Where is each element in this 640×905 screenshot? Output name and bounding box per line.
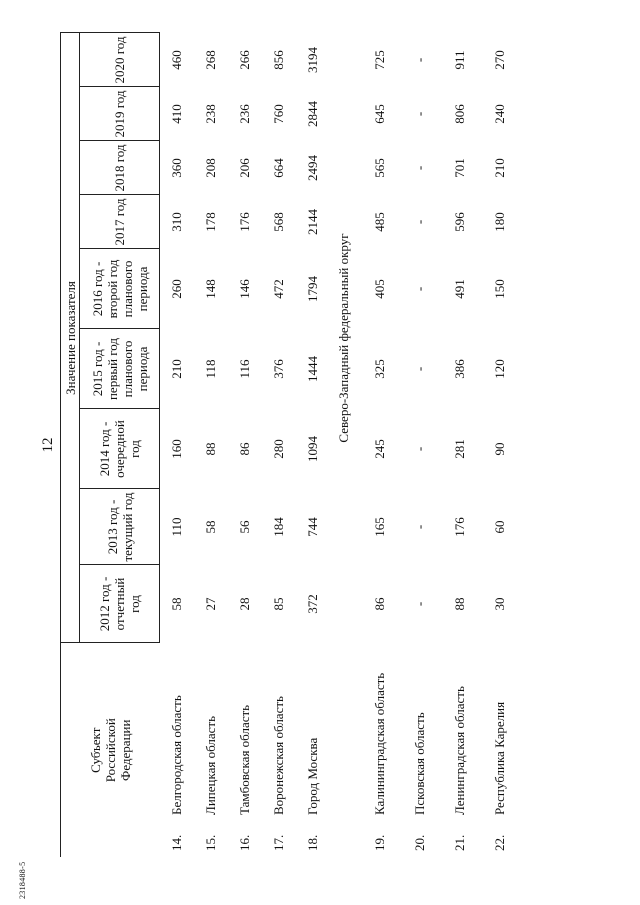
value-cell: 701 — [452, 158, 467, 178]
subject-header-label: Субъект Российской Федерации — [87, 718, 133, 783]
value-cell: 210 — [169, 359, 185, 379]
year-header-2019: 2019 год — [80, 87, 160, 141]
value-cell: 58 — [203, 520, 218, 534]
value-cell: - — [412, 524, 427, 530]
region-name: Калининградская область — [372, 672, 387, 815]
value-cell: 236 — [237, 104, 252, 124]
indicator-group-header: Значение показателя — [61, 33, 80, 643]
value-cell: 405 — [372, 279, 387, 299]
value-cell: 664 — [271, 158, 286, 178]
value-cell: 806 — [452, 104, 467, 124]
value-cell: 116 — [237, 359, 252, 379]
value-cell: 86 — [237, 442, 252, 456]
value-cell: 2844 — [305, 101, 320, 127]
table-row — [194, 33, 228, 857]
value-cell: 280 — [271, 439, 286, 459]
region-name: Псковская область — [412, 712, 427, 815]
year-header-2018: 2018 год — [80, 141, 160, 195]
value-cell: 210 — [492, 158, 507, 178]
value-cell: 146 — [237, 279, 252, 299]
value-cell: 206 — [237, 158, 252, 178]
value-cell: 1794 — [305, 276, 320, 302]
value-cell: - — [412, 165, 427, 171]
value-cell: 88 — [203, 442, 218, 456]
value-cell: 184 — [271, 517, 286, 537]
region-name: Ленинградская область — [452, 686, 467, 815]
table-row — [160, 33, 194, 857]
value-cell: 372 — [305, 594, 320, 614]
district-row — [330, 33, 358, 857]
row-number: 16. — [237, 834, 252, 851]
value-cell: 310 — [169, 212, 185, 232]
year-header-2017: 2017 год — [80, 195, 160, 249]
value-cell: 645 — [372, 104, 387, 124]
value-cell: - — [412, 57, 427, 63]
value-cell: 110 — [169, 517, 185, 537]
table-row — [438, 33, 482, 857]
row-number: 22. — [492, 834, 507, 851]
value-cell: 245 — [372, 439, 387, 459]
table-row — [228, 33, 262, 857]
value-cell: 180 — [492, 212, 507, 232]
value-cell: 911 — [452, 50, 467, 70]
value-cell: 176 — [237, 212, 252, 232]
value-cell: 485 — [372, 212, 387, 232]
value-cell: 60 — [492, 520, 507, 534]
value-cell: 760 — [271, 104, 286, 124]
value-cell: 325 — [372, 359, 387, 379]
value-cell: 460 — [169, 50, 185, 70]
row-number: 14. — [169, 834, 184, 851]
row-number: 18. — [305, 834, 320, 851]
value-cell: 260 — [169, 279, 185, 299]
value-cell: 88 — [452, 597, 467, 611]
subject-header — [61, 643, 160, 857]
year-header-2014: 2014 год - очередной год — [80, 409, 160, 489]
value-cell: 596 — [452, 212, 467, 232]
value-cell: - — [412, 446, 427, 452]
year-header-2015: 2015 год - первый год планового периода — [80, 329, 160, 409]
table-body-district — [330, 33, 358, 857]
district-label: Северо-Западный федеральный округ — [336, 233, 351, 443]
value-cell: 2144 — [305, 209, 320, 235]
value-cell: 28 — [237, 597, 252, 611]
value-cell: 268 — [203, 50, 218, 70]
region-name: Белгородская область — [169, 695, 184, 815]
region-name: Липецкая область — [203, 715, 218, 815]
value-cell: - — [412, 601, 427, 607]
region-name: Воронежская область — [271, 696, 286, 815]
table-row — [482, 33, 518, 857]
table-body-northwest — [358, 33, 518, 857]
table-row — [296, 33, 330, 857]
table-row — [262, 33, 296, 857]
value-cell: 120 — [492, 359, 507, 379]
header-row-group — [61, 33, 80, 857]
value-cell: - — [412, 286, 427, 292]
value-cell: 270 — [492, 50, 507, 70]
region-name: Республика Карелия — [492, 701, 507, 815]
year-header-2013: 2013 год - текущий год — [80, 489, 160, 565]
value-cell: 491 — [452, 279, 467, 299]
value-cell: 1094 — [305, 436, 320, 462]
value-cell: - — [412, 111, 427, 117]
value-cell: 118 — [203, 359, 218, 379]
indicator-table — [60, 33, 518, 858]
value-cell: 176 — [452, 517, 467, 537]
value-cell: 376 — [271, 359, 286, 379]
value-cell: 27 — [203, 597, 218, 611]
row-number: 19. — [372, 834, 387, 851]
table-row — [358, 33, 402, 857]
value-cell: 360 — [169, 158, 185, 178]
value-cell: 58 — [169, 597, 185, 611]
year-header-2020: 2020 год — [80, 33, 160, 87]
value-cell: 238 — [203, 104, 218, 124]
row-number: 17. — [271, 834, 286, 851]
value-cell: - — [412, 219, 427, 225]
value-cell: 240 — [492, 104, 507, 124]
region-name: Город Москва — [305, 737, 320, 815]
value-cell: 90 — [492, 442, 507, 456]
value-cell: 1444 — [305, 356, 320, 382]
value-cell: 150 — [492, 279, 507, 299]
row-number: 21. — [452, 834, 467, 851]
value-cell: 266 — [237, 50, 252, 70]
table-body-central — [160, 33, 330, 857]
table-row — [402, 33, 438, 857]
page-number: 12 — [40, 437, 56, 453]
value-cell: 281 — [452, 439, 467, 459]
value-cell: 386 — [452, 359, 467, 379]
value-cell: 178 — [203, 212, 218, 232]
value-cell: - — [412, 366, 427, 372]
value-cell: 744 — [305, 517, 320, 537]
value-cell: 148 — [203, 279, 218, 299]
value-cell: 725 — [372, 50, 387, 70]
row-number: 15. — [203, 834, 218, 851]
value-cell: 56 — [237, 520, 252, 534]
value-cell: 565 — [372, 158, 387, 178]
value-cell: 2494 — [305, 155, 320, 181]
value-cell: 86 — [372, 597, 387, 611]
value-cell: 85 — [271, 597, 286, 611]
row-number: 20. — [412, 834, 427, 851]
value-cell: 856 — [271, 50, 286, 70]
value-cell: 160 — [169, 439, 185, 459]
value-cell: 410 — [169, 104, 185, 124]
value-cell: 568 — [271, 212, 286, 232]
year-header-2016: 2016 год - второй год планового периода — [80, 249, 160, 329]
value-cell: 3194 — [305, 47, 320, 73]
value-cell: 165 — [372, 517, 387, 537]
value-cell: 30 — [492, 597, 507, 611]
value-cell: 208 — [203, 158, 218, 178]
region-name: Тамбовская область — [237, 704, 252, 815]
document-id: 2318488-5 — [18, 861, 27, 899]
year-header-2012: 2012 год - отчетный год — [80, 565, 160, 643]
value-cell: 472 — [271, 279, 286, 299]
